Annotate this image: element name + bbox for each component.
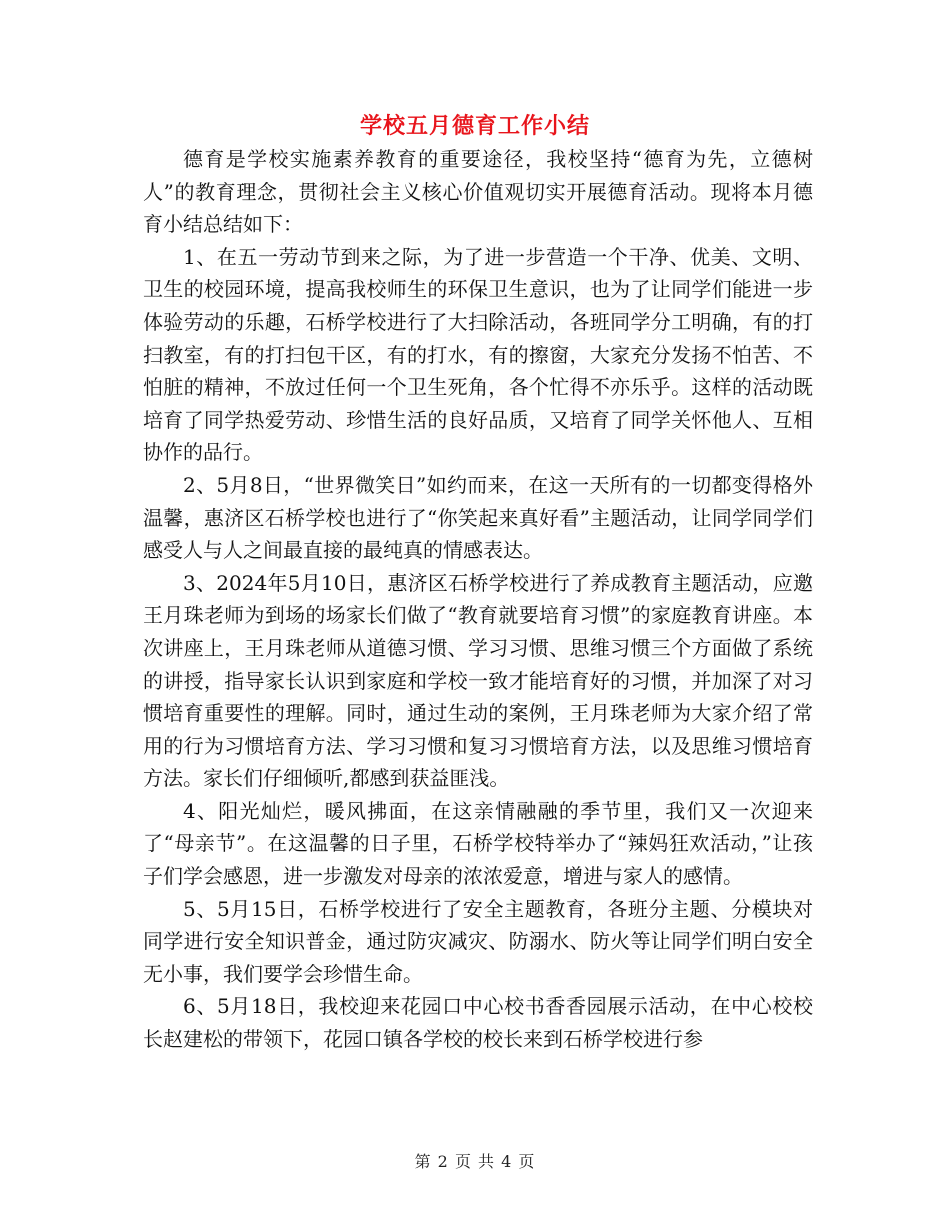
paragraph-item-6: 6、5月18日，我校迎来花园口中心校书香香园展示活动，在中心校校长赵建松的带领下，花园口镇各学校的校长来到石桥学校进行参: [143, 994, 813, 1052]
paragraph-item-1: 1、在五一劳动节到来之际，为了进一步营造一个干净、优美、文明、卫生的校园环境，提高我校师生的环保卫生意识，也为了让同学们能进一步体验劳动的乐趣，石桥学校进行了大扫除活动，各班同学分工明确，有的打扫教室，有的打扫包干区，有的打水，有的擦窗，大家充分发扬不怕苦、不怕脏的精神，不放过任何一个卫生死角，各个忙得不亦乐乎。这样的活动既培育了同学热爱劳动、珍惜生活的良好品质，又培育了同学关怀他人、互相协作的品行。: [143, 244, 813, 465]
document-title: 学校五月德育工作小结: [359, 113, 590, 139]
paragraph-item-2: 2、5月8日，“世界微笑日”如约而来，在这一天所有的一切都变得格外温馨，惠济区石桥学校也进行了“你笑起来真好看”主题活动，让同学同学们感受人与人之间最直接的最纯真的情感表达。: [143, 472, 813, 563]
paragraph-intro: 德育是学校实施素养教育的重要途径，我校坚持“德育为先，立德树人”的教育理念，贯彻社会主义核心价值观切实开展德育活动。现将本月德育小结总结如下：: [143, 147, 813, 237]
document-body: [143, 143, 813, 1056]
paragraph-item-3: 3、2024年5月10日，惠济区石桥学校进行了养成教育主题活动，应邀王月珠老师为到场的场家长们做了“教育就要培育习惯”的家庭教育讲座。本次讲座上，王月珠老师从道德习惯、学习习惯、思维习惯三个方面做了系统的讲授，指导家长认识到家庭和学校一致才能培育好的习惯，并加深了对习惯培育重要性的理解。同时，通过生动的案例，王月珠老师为大家介绍了常用的行为习惯培育方法、学习习惯和复习习惯培育方法，以及思维习惯培育方法。家长们仔细倾听,都感到获益匪浅。: [143, 570, 813, 791]
page-number-footer: 第 2 页 共 4 页: [414, 1152, 536, 1171]
paragraph-item-5: 5、5月15日，石桥学校进行了安全主题教育，各班分主题、分模块对同学进行安全知识普金，通过防灾减灾、防溺水、防火等让同学们明白安全无小事，我们要学会珍惜生命。: [143, 896, 813, 986]
paragraph-item-4: 4、阳光灿烂，暖风拂面，在这亲情融融的季节里，我们又一次迎来了“母亲节”。在这温馨的日子里，石桥学校特举办了“辣妈狂欢活动，”让孩子们学会感恩，进一步激发对母亲的浓浓爱意，增进与家人的感情。: [143, 798, 813, 889]
